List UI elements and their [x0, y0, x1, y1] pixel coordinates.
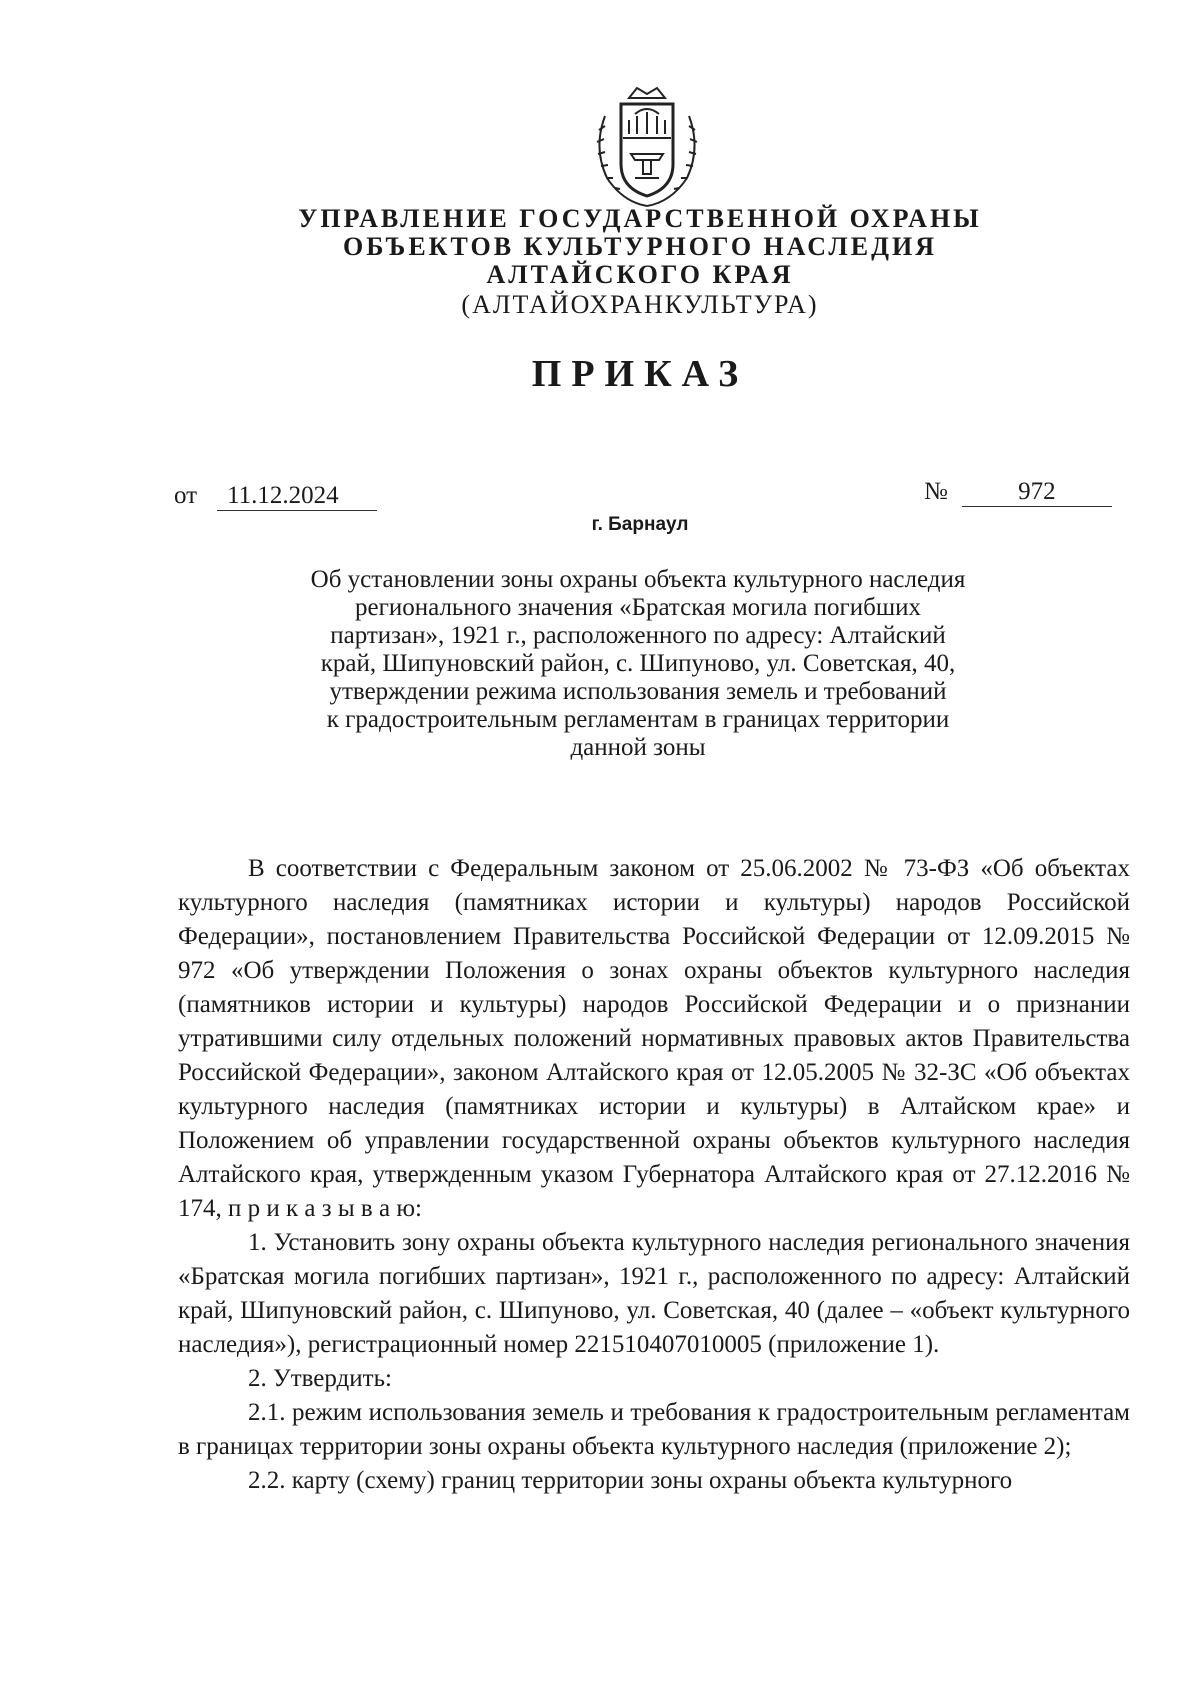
coat-of-arms-emblem: [585, 78, 709, 210]
title-line: регионального значения «Братская могила погибших: [355, 594, 921, 621]
number-sign: №: [924, 478, 948, 505]
title-line: к градостроительным регламентам в границах территории: [326, 706, 950, 733]
organization-name-line-2: ОБЪЕКТОВ КУЛЬТУРНОГО НАСЛЕДИЯ: [343, 232, 937, 261]
title-line: партизан», 1921 г., расположенного по адресу: Алтайский: [330, 622, 946, 649]
title-line: утверждении режима использования земель и требований: [329, 678, 947, 705]
date-prefix: от: [174, 482, 198, 509]
number-value: 972: [962, 478, 1112, 507]
order-body: [178, 852, 1130, 1498]
organization-name-line-3: АЛТАЙСКОГО КРАЯ: [486, 260, 794, 289]
clause-2-2-paragraph: 2.2. карту (схему) границ территории зоны охраны объекта культурного: [248, 1467, 1013, 1494]
clause-2-paragraph: 2. Утвердить:: [248, 1365, 392, 1392]
document-type-heading: ПРИКАЗ: [531, 353, 749, 395]
title-line: Об установлении зоны охраны объекта культурного наследия: [310, 566, 966, 593]
order-number: [924, 478, 1112, 507]
organization-name-line-1: УПРАВЛЕНИЕ ГОСУДАРСТВЕННОЙ ОХРАНЫ: [298, 204, 982, 233]
order-title: [258, 566, 1018, 762]
clause-1-paragraph: 1. Установить зону охраны объекта культурного наследия регионального значения «Братская могила погибших партизан», 1921 г., расположенного по адресу: Алтайский край, Шипуновский район, с. Шипуново, ул. Советская, 40 (далее – «объект культурного наследия»), регистрационный номер 221510407010005 (приложение 1).: [178, 1229, 1130, 1358]
preamble-paragraph: В соответствии с Федеральным законом от 25.06.2002 № 73-ФЗ «Об объектах культурного наследия (памятниках истории и культуры) народов Российской Федерации», постановлением Правительства Российской Федерации от 12.09.2015 № 972 «Об утверждении Положения о зонах охраны объектов культурного наследия (памятников истории и культуры) народов Российской Федерации и о признании утратившими силу отдельных положений нормативных правовых актов Правительства Российской Федерации», законом Алтайского края от 12.05.2005 № 32-ЗС «Об объектах культурного наследия (памятниках истории и культуры) в Алтайском крае» и Положением об управлении государственной охраны объектов культурного наследия Алтайского края, утвержденным указом Губернатора Алтайского края от 27.12.2016 № 174, п р и к а з ы в а ю:: [178, 855, 1130, 1222]
date-value: 11.12.2024: [217, 482, 377, 511]
title-line: край, Шипуновский район, с. Шипуново, ул. Советская, 40,: [320, 650, 956, 677]
organization-abbreviation: (АЛТАЙОХРАНКУЛЬТУРА): [461, 290, 819, 319]
order-date: [174, 482, 377, 511]
title-line: данной зоны: [570, 734, 706, 761]
clause-2-1-paragraph: 2.1. режим использования земель и требования к градостроительным регламентам в границах территории зоны охраны объекта культурного наследия (приложение 2);: [178, 1399, 1130, 1460]
city-name: г. Барнаул: [591, 514, 689, 535]
